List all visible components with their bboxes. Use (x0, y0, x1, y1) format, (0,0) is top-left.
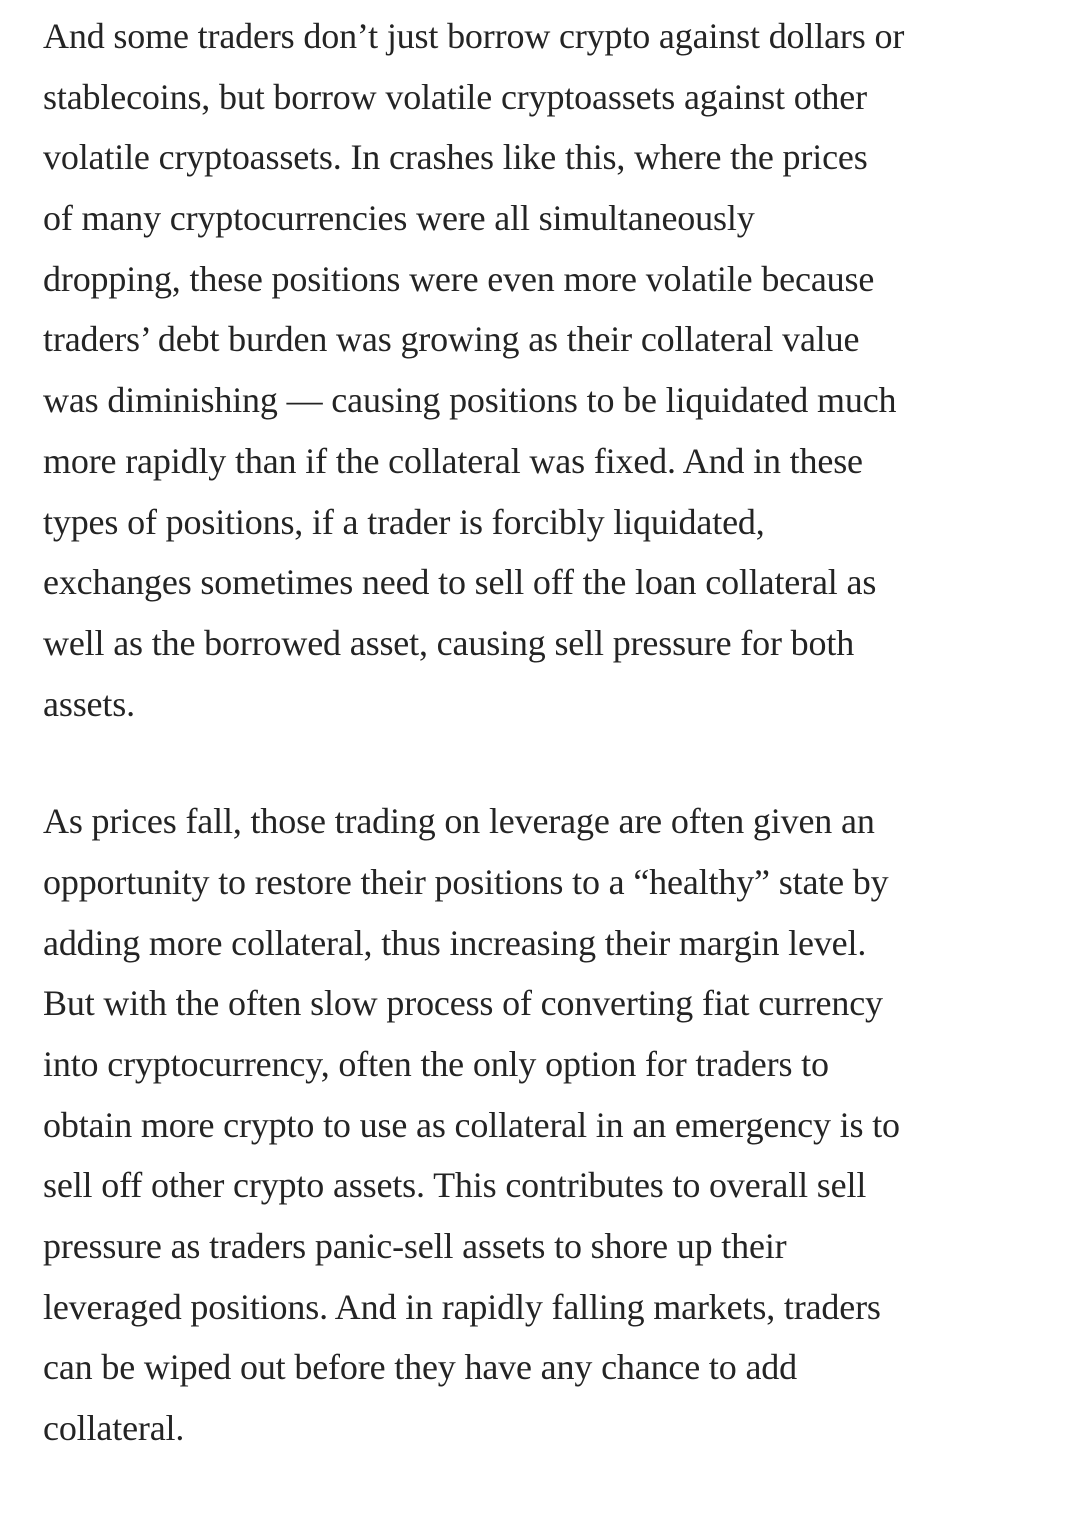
text-line: collateral. (43, 1408, 185, 1449)
paragraph-2 (43, 791, 1063, 1459)
text-line: As prices fall, those trading on leverage are often given an (43, 801, 875, 842)
text-line: And some traders don’t just borrow crypto against dollars or (43, 16, 905, 56)
text-line: traders’ debt burden was growing as their collateral value (43, 319, 860, 360)
text-line: into cryptocurrency, often the only option for traders to (43, 1044, 829, 1084)
text-line: adding more collateral, thus increasing their margin level. (43, 922, 867, 963)
text-line: assets. (43, 683, 135, 724)
text-line: can be wiped out before they have any chance to add (43, 1347, 798, 1388)
text-line: pressure as traders panic-sell assets to shore up their (43, 1226, 787, 1267)
text-line: obtain more crypto to use as collateral in an emergency is to (43, 1104, 900, 1145)
paragraph-spacer (43, 734, 1063, 791)
text-line: stablecoins, but borrow volatile cryptoassets against other (43, 76, 867, 117)
text-line: sell off other crypto assets. This contributes to overall sell (43, 1165, 867, 1206)
text-line: of many cryptocurrencies were all simultaneously (43, 198, 755, 239)
paragraph-1 (43, 6, 1063, 734)
text-line: more rapidly than if the collateral was fixed. And in these (43, 440, 863, 481)
text-line: exchanges sometimes need to sell off the loan collateral as (43, 562, 877, 603)
text-line: leveraged positions. And in rapidly falling markets, traders (43, 1286, 881, 1327)
text-line: was diminishing — causing positions to be liquidated much (43, 380, 897, 421)
text-line: well as the borrowed asset, causing sell pressure for both (43, 622, 855, 663)
text-line: types of positions, if a trader is forcibly liquidated, (43, 501, 765, 542)
article-body (43, 6, 1063, 1459)
text-line: dropping, these positions were even more volatile because (43, 258, 875, 299)
text-line: volatile cryptoassets. In crashes like this, where the prices (43, 137, 868, 178)
text-line: But with the often slow process of converting fiat currency (43, 983, 883, 1024)
text-line: opportunity to restore their positions to a “healthy” state by (43, 861, 889, 902)
